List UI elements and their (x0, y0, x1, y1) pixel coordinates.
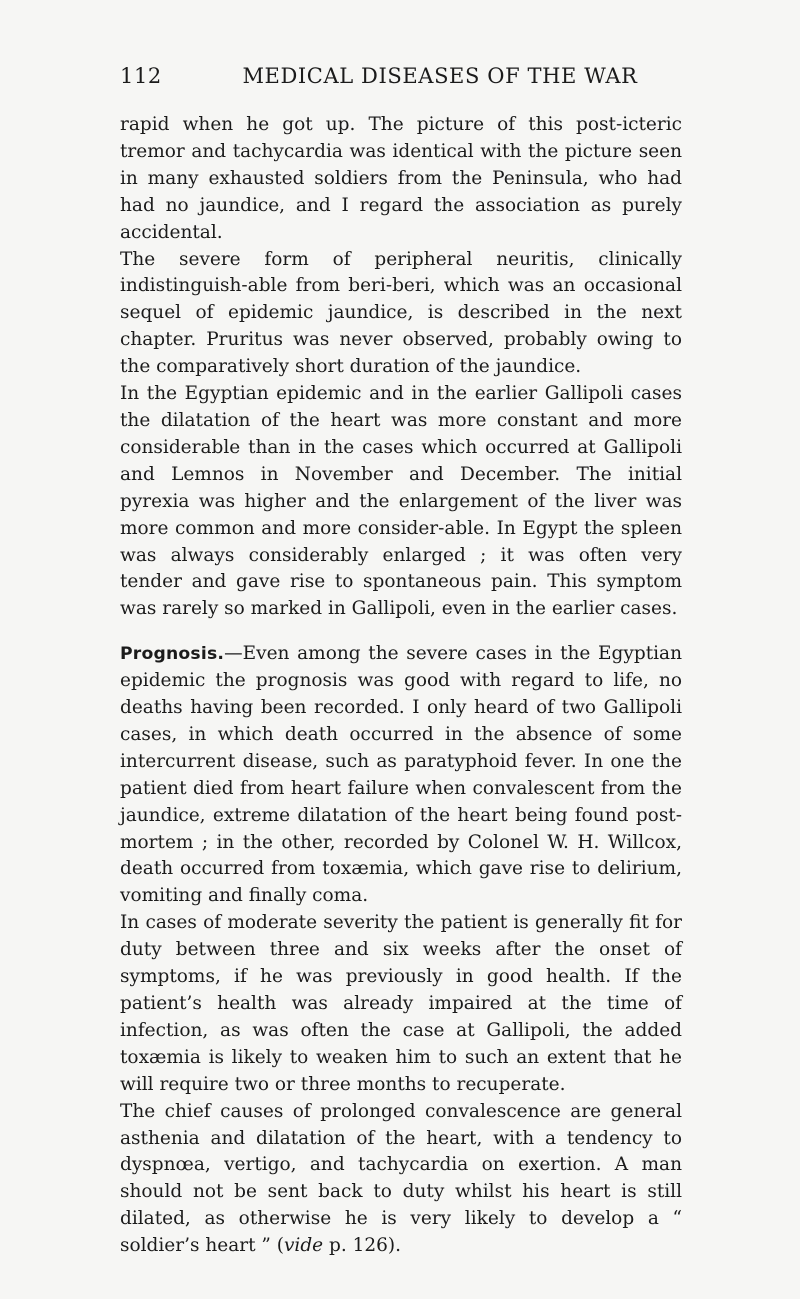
page-reference: p. 126). (323, 1235, 402, 1257)
vide-reference: vide (283, 1235, 324, 1257)
prognosis-heading: Prognosis. (120, 644, 225, 665)
paragraph-1: rapid when he got up. The picture of this post-icteric tremor and tachycardia was identical with the picture seen in many exhausted soldiers from the Peninsula, who had had no jaundice, and I regard the association as purely accidental. (120, 114, 682, 243)
paragraph-3: In the Egyptian epidemic and in the earlier Gallipoli cases the dilatation of the heart was more constant and more considerable than in the cases which occurred at Gallipoli and Lemnos in November and December. The initial pyrexia was higher and the enlargement of the liver was more common and more consider-able. In Egypt the spleen was always considerably enlarged ; it was often very tender and gave rise to spontaneous pain. This symptom was rarely so marked in Gallipoli, even in the earlier cases. (120, 383, 682, 620)
convalescence-paragraph (120, 1099, 682, 1260)
prognosis-text: Even among the severe cases in the Egyptian epidemic the prognosis was good with regard to life, no deaths having been recorded. I only heard of two Gallipoli cases, in which death occurred in the absence of some intercurrent disease, such as paratyphoid fever. In one the patient died from heart failure when convalescent from the jaundice, extreme dilatation of the heart being found post-mortem ; in the other, recorded by Colonel W. H. Willcox, death occurred from toxæmia, which gave rise to delirium, vomiting and finally coma. (120, 643, 682, 907)
running-title: MEDICAL DISEASES OF THE WAR (242, 64, 638, 88)
page-header (120, 64, 680, 96)
page-number: 112 (120, 64, 162, 88)
prognosis-paragraph (120, 641, 682, 910)
prognosis-dash: — (224, 643, 243, 665)
body-text (120, 112, 682, 1260)
convalescence-text: The chief causes of prolonged convalescence are general asthenia and dilatation of the heart, with a tendency to dyspnœa, vertigo, and tachycardia on exertion. A man should not be sent back to duty whilst his heart is still dilated, as otherwise he is very likely to develop a “ soldier’s heart ” ( (120, 1100, 682, 1257)
recovery-paragraph: In cases of moderate severity the patient is generally fit for duty between three and six weeks after the onset of symptoms, if he was previously in good health. If the patient’s health was already impaired at the time of infection, as was often the case at Gallipoli, the added toxæmia is likely to weaken him to such an extent that he will require two or three months to recuperate. (120, 912, 682, 1095)
paragraph-2: The severe form of peripheral neuritis, clinically indistinguish-able from beri-beri, which was an occasional sequel of epidemic jaundice, is described in the next chapter. Pruritus was never observed, probably owing to the comparatively short duration of the jaundice. (120, 248, 682, 378)
